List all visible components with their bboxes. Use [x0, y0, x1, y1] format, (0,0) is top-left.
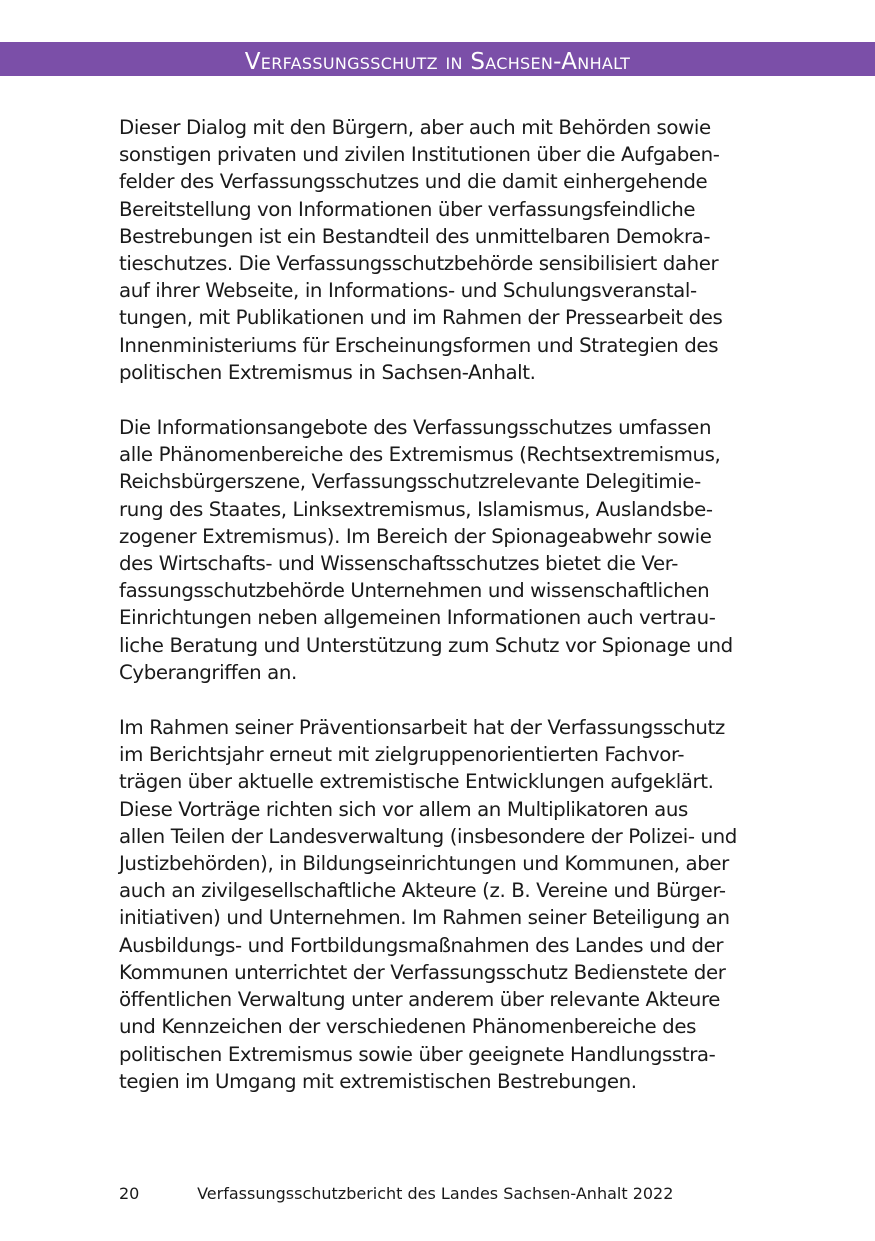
text-line: des Wirtschafts- und Wissenschaftsschutzes bietet die Ver-	[119, 552, 678, 576]
text-line: politischen Extremismus sowie über geeignete Handlungsstra-	[119, 1042, 716, 1066]
text-line: Diese Vorträge richten sich vor allem an Multiplikatoren aus	[119, 797, 688, 821]
text-line: alle Phänomenbereiche des Extremismus (Rechtsextremismus,	[119, 443, 721, 467]
text-line: Kommunen unterrichtet der Verfassungsschutz Bedienstete der	[119, 960, 726, 984]
paragraph-3	[119, 714, 759, 1095]
text-line: felder des Verfassungsschutzes und die damit einhergehende	[119, 170, 708, 194]
text-line: Reichsbürgerszene, Verfassungsschutzrelevante Delegitimie-	[119, 470, 701, 494]
text-line: Bereitstellung von Informationen über verfassungsfeindliche	[119, 197, 696, 221]
body-text	[119, 114, 759, 1123]
paragraph-2	[119, 414, 759, 686]
text-line: Dieser Dialog mit den Bürgern, aber auch mit Behörden sowie	[119, 116, 711, 139]
section-header-band	[0, 42, 875, 76]
page-number: 20	[119, 1184, 140, 1203]
page-footer	[119, 1183, 673, 1205]
text-line: zogener Extremismus). Im Bereich der Spionageabwehr sowie	[119, 524, 712, 548]
text-line: auf ihrer Webseite, in Informations- und Schulungsveranstal-	[119, 279, 697, 303]
text-line: Justizbehörden), in Bildungseinrichtungen und Kommunen, aber	[119, 852, 729, 876]
text-line: Cyberangriffen an.	[119, 660, 297, 684]
text-line: rung des Staates, Linksextremismus, Islamismus, Auslandsbe-	[119, 497, 713, 521]
text-line: liche Beratung und Unterstützung zum Schutz vor Spionage und	[119, 633, 733, 657]
paragraph-1	[119, 114, 759, 386]
text-line: allen Teilen der Landesverwaltung (insbesondere der Polizei- und	[119, 824, 737, 848]
section-title: Verfassungsschutz in Sachsen-Anhalt	[244, 49, 631, 75]
text-line: politischen Extremismus in Sachsen-Anhalt.	[119, 360, 536, 384]
text-line: öffentlichen Verwaltung unter anderem über relevante Akteure	[119, 988, 721, 1012]
text-line: auch an zivilgesellschaftliche Akteure (z. B. Vereine und Bürger-	[119, 879, 726, 903]
text-line: fassungsschutzbehörde Unternehmen und wissenschaftlichen	[119, 579, 710, 603]
text-line: tungen, mit Publikationen und im Rahmen der Pressearbeit des	[119, 306, 723, 330]
text-line: Im Rahmen seiner Präventionsarbeit hat der Verfassungsschutz	[119, 716, 725, 740]
text-line: trägen über aktuelle extremistische Entwicklungen aufgeklärt.	[119, 770, 714, 794]
text-line: initiativen) und Unternehmen. Im Rahmen seiner Beteiligung an	[119, 906, 730, 930]
text-line: tieschutzes. Die Verfassungsschutzbehörde sensibilisiert daher	[119, 252, 719, 276]
text-line: Ausbildungs- und Fortbildungsmaßnahmen des Landes und der	[119, 933, 724, 957]
text-line: im Berichtsjahr erneut mit zielgruppenorientierten Fachvor-	[119, 743, 685, 767]
text-line: Die Informationsangebote des Verfassungsschutzes umfassen	[119, 416, 712, 440]
text-line: Innenministeriums für Erscheinungsformen und Strategien des	[119, 333, 719, 357]
publication-title: Verfassungsschutzbericht des Landes Sachsen-Anhalt 2022	[197, 1184, 674, 1203]
text-line: Bestrebungen ist ein Bestandteil des unmittelbaren Demokra-	[119, 224, 711, 248]
text-line: und Kennzeichen der verschiedenen Phänomenbereiche des	[119, 1015, 697, 1039]
text-line: sonstigen privaten und zivilen Institutionen über die Aufgaben-	[119, 143, 720, 167]
text-line: tegien im Umgang mit extremistischen Bestrebungen.	[119, 1069, 637, 1093]
text-line: Einrichtungen neben allgemeinen Informationen auch vertrau-	[119, 606, 716, 630]
